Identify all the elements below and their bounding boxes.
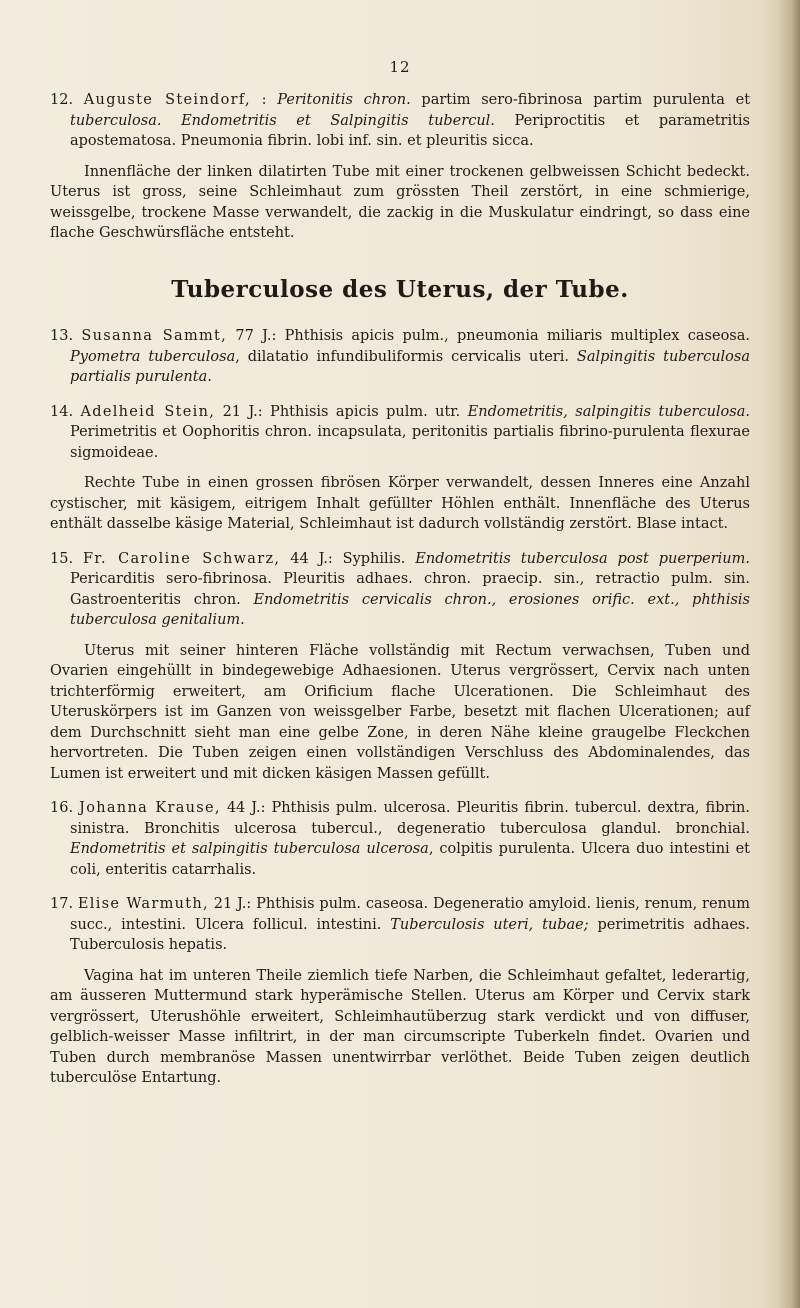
diagnosis-italic-text: Salpingitis tuberculosa partialis purulenta. <box>70 348 750 385</box>
case-entry-heading <box>50 798 750 880</box>
case-entry <box>50 402 750 535</box>
diagnosis-italic-text: Endometritis et salpingitis tuberculosa ulcerosa <box>70 841 429 857</box>
case-number: 12. <box>50 92 84 108</box>
case-entry <box>50 549 750 785</box>
entries-before-section <box>50 90 750 244</box>
case-entry-heading <box>50 90 750 152</box>
patient-name: Elise Warmuth, <box>77 896 209 912</box>
case-entries <box>50 326 750 1089</box>
diagnosis-text: 21 J.: Phthisis pulm. caseosa. Degeneratio amyloid. lienis, renum, renum succ., intestini. Ulcera follicul. intestini. <box>70 896 750 933</box>
diagnosis-italic-text: Peritonitis chron. <box>277 92 411 108</box>
findings-paragraph: Vagina hat im unteren Theile ziemlich tiefe Narben, die Schleimhaut gefaltet, lederartig, am äusseren Muttermund stark hyperämische Stellen. Uterus am Körper und Cervix stark vergrössert, Uterushöhle erweitert, Schleimhautüberzug stark verdickt und von diffuser, gelblich-weisser Masse infiltrirt, in der man circumscripte Tuberkeln findet. Ovarien und Tuben durch membranöse Massen unentwirrbar verlöthet. Beide Tuben zeigen deutlich tuberculöse Entartung. <box>50 967 750 1086</box>
diagnosis-text: perimetritis adhaes. Tuberculosis hepatis. <box>70 916 750 953</box>
findings-paragraph: Innenfläche der linken dilatirten Tube mit einer trockenen gelbweissen Schicht bedeckt. Uterus ist gross, seine Schleimhaut zum grössten Theil zerstört, in eine schmierige, weissgelbe, trockene Masse verwandelt, die zackig in die Muskulatur eindringt, so dass eine flache Geschwürsfläche entsteht. <box>50 163 750 241</box>
patient-name: Susanna Sammt, <box>81 328 228 344</box>
diagnosis-italic-text: Endometritis tuberculosa post puerperium. <box>415 550 750 567</box>
findings-paragraph: Rechte Tube in einen grossen fibrösen Körper verwandelt, dessen Inneres eine Anzahl cystischer, mit käsigem, eitrigem Inhalt gefüllter Höhlen enthält. Innenfläche des Uterus enthält dasselbe käsige Material, Schleimhaut ist dadurch vollständig zerstört. Blase intact. <box>50 475 750 532</box>
diagnosis-italic-text: Endometritis, salpingitis tuberculosa. <box>467 403 750 420</box>
diagnosis-text: partim sero-fibrinosa partim purulenta et <box>410 92 751 108</box>
case-entry-heading <box>50 549 750 631</box>
case-entry-heading <box>50 894 750 956</box>
patient-name: Johanna Krause, <box>79 800 221 816</box>
diagnosis-text: 44 J.: Phthisis pulm. ulcerosa. Pleuritis fibrin. tubercul. dextra, fibrin. sinistra. Bronchitis ulcerosa tubercul., degeneratio tuberculosa glandul. bronchial. <box>70 800 750 837</box>
case-number: 13. <box>50 328 82 344</box>
diagnosis-text: 77 J.: Phthisis apicis pulm., pneumonia miliaris multiplex caseosa. <box>227 328 750 344</box>
page-edge-shadow <box>778 0 800 1308</box>
diagnosis-text: Periproctitis et parametritis apostematosa. Pneumonia fibrin. lobi inf. sin. et pleuritis sicca. <box>70 112 750 149</box>
case-number: 17. <box>50 896 78 912</box>
diagnosis-italic-text: Pyometra tuberculosa <box>70 348 236 365</box>
section-heading: Tuberculose des Uterus, der Tube. <box>171 275 629 303</box>
case-entry <box>50 798 750 880</box>
case-entry-heading <box>50 402 750 464</box>
diagnosis-text: Pericarditis sero-fibrinosa. Pleuritis adhaes. chron. praecip. sin., retractio pulm. sin. Gastroenteritis chron. <box>70 571 750 608</box>
diagnosis-text: : <box>250 92 278 108</box>
diagnosis-text: , dilatatio infundibuliformis cervicalis uteri. <box>235 348 577 365</box>
diagnosis-text: 21 J.: Phthisis apicis pulm. utr. <box>215 403 468 420</box>
diagnosis-italic-text: tuberculosa. Endometritis et Salpingitis tubercul. <box>70 112 495 129</box>
patient-name: Fr. Caroline Schwarz, <box>82 550 281 567</box>
patient-name: Adelheid Stein, <box>80 403 216 420</box>
case-entry <box>50 894 750 1089</box>
case-entry <box>50 90 750 244</box>
diagnosis-text: Perimetritis et Oophoritis chron. incapsulata, peritonitis partialis fibrino-purulenta flexurae sigmoideae. <box>70 424 750 461</box>
case-number: 15. <box>50 550 83 567</box>
patient-name: Auguste Steindorf, <box>83 92 251 108</box>
diagnosis-italic-text: Tuberculosis uteri, tubae; <box>390 916 589 933</box>
diagnosis-text: 44 J.: Syphilis. <box>280 550 416 567</box>
case-entry <box>50 326 750 388</box>
case-entry-heading <box>50 326 750 388</box>
diagnosis-text: , colpitis purulenta. Ulcera duo intestini et coli, enteritis catarrhalis. <box>70 841 751 878</box>
case-number: 14. <box>50 403 81 420</box>
page-content <box>50 90 750 1103</box>
diagnosis-italic-text: Endometritis cervicalis chron., erosiones orific. ext., phthisis tuberculosa genitalium. <box>70 591 751 628</box>
page-number: 12 <box>389 58 411 76</box>
case-number: 16. <box>50 800 80 816</box>
findings-paragraph: Uterus mit seiner hinteren Fläche vollständig mit Rectum verwachsen, Tuben und Ovarien eingehüllt in bindegewebige Adhaesionen. Uterus vergrössert, Cervix nach unten trichterförmig erweitert, am Orificium flache Ulcerationen. Die Schleimhaut des Uteruskörpers ist im Ganzen von weissgelber Farbe, besetzt mit flachen Ulcerationen; auf dem Durchschnitt sieht man eine gelbe Zone, in deren Nähe kleine graugelbe Fleckchen hervortreten. Die Tuben zeigen einen vollständigen Verschluss des Abdominalendes, das Lumen ist erweitert und mit dicken käsigen Massen gefüllt. <box>50 642 750 782</box>
